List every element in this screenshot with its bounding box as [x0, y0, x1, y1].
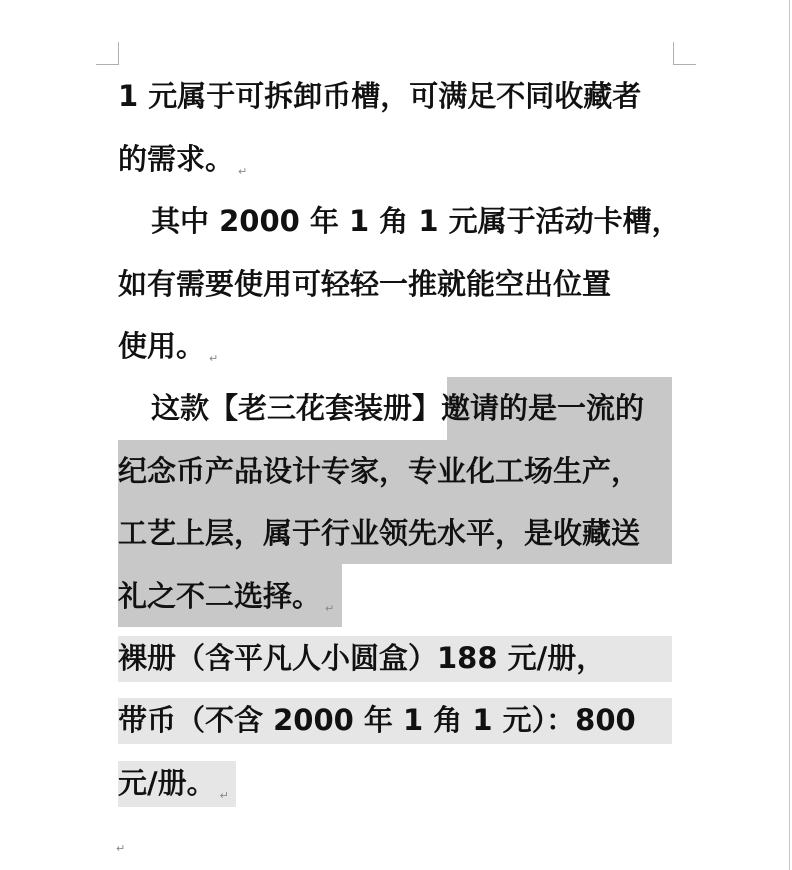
shaded-text: 元/册。 [118, 766, 216, 800]
margin-corner-top-left [96, 42, 119, 65]
paragraph-4-line-1[interactable] [118, 635, 605, 681]
paragraph-2-line-3[interactable] [118, 323, 218, 369]
paragraph-mark-icon: ↵ [219, 789, 229, 802]
highlighted-text: 礼之不二选择。 [118, 579, 322, 613]
text: 使用。 [118, 329, 206, 363]
highlighted-text: 工艺上层，属于行业领先水平，是收藏送 [118, 516, 641, 550]
margin-corner-top-right [673, 42, 696, 65]
text: 其中 2000 年 1 角 1 元属于活动卡槽， [151, 204, 681, 238]
shaded-text: 裸册（含平凡人小圆盒）188 元/册， [118, 641, 606, 675]
paragraph-2-line-2[interactable] [118, 261, 611, 307]
paragraph-mark-icon: ↵ [238, 165, 248, 178]
text: 的需求。 [118, 142, 235, 176]
paragraph-4-line-2[interactable] [118, 697, 636, 743]
paragraph-1-line-2[interactable] [118, 136, 247, 182]
empty-paragraph-mark-icon[interactable]: ↵ [116, 842, 126, 855]
text: 1 元属于可拆卸币槽，可满足不同收藏者 [118, 79, 642, 113]
highlighted-text: 纪念币产品设计专家，专业化工场生产， [118, 454, 641, 488]
paragraph-3-line-1[interactable] [118, 385, 644, 431]
paragraph-2-line-1[interactable] [118, 198, 681, 244]
paragraph-4-line-3[interactable] [118, 760, 229, 806]
page-edge [789, 0, 790, 870]
text: 如有需要使用可轻轻一推就能空出位置 [118, 267, 612, 301]
paragraph-mark-icon: ↵ [325, 602, 335, 615]
paragraph-mark-icon: ↵ [209, 352, 219, 365]
paragraph-3-line-3[interactable] [118, 510, 640, 556]
paragraph-3-line-4[interactable] [118, 573, 334, 619]
shaded-text: 带币（不含 2000 年 1 角 1 元）：800 [118, 703, 636, 737]
highlighted-text: 邀请的是一流的 [441, 391, 645, 425]
text: 这款【老三花套装册】 [151, 391, 442, 425]
paragraph-3-line-2[interactable] [118, 448, 640, 494]
paragraph-1-line-1[interactable] [118, 73, 641, 119]
